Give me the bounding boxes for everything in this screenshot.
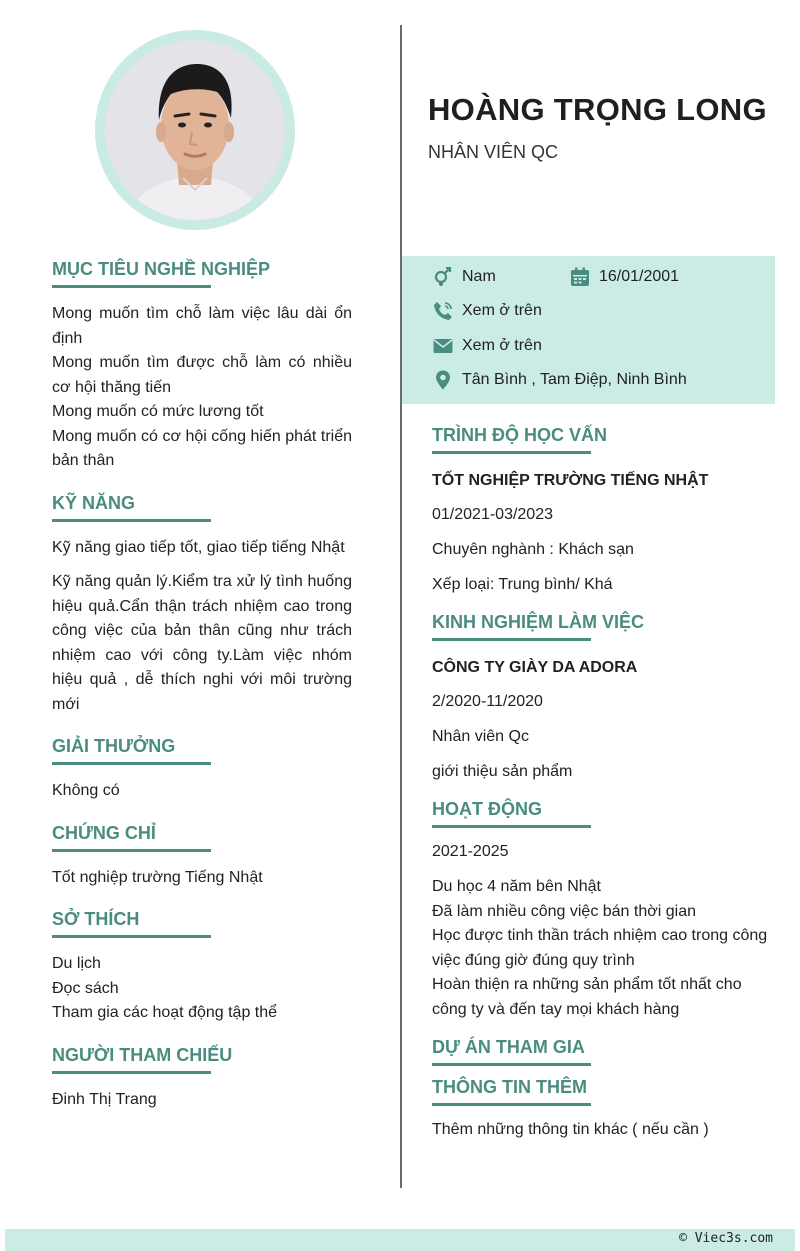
contact-email: Xem ở trên (432, 335, 542, 357)
section-references (52, 1044, 352, 1113)
contact-address: Tân Bình , Tam Điệp, Ninh Bình (432, 369, 687, 391)
section-title: HOẠT ĐỘNG (432, 798, 591, 828)
contact-phone: Xem ở trên (432, 300, 542, 322)
section-title: KINH NGHIỆM LÀM VIỆC (432, 611, 591, 641)
experience-position: Nhân viên Qc (432, 728, 529, 745)
list-item: Tham gia các hoạt động tập thể (52, 1004, 278, 1021)
phone-icon (432, 300, 454, 322)
section-experience (432, 611, 772, 784)
section-title: SỞ THÍCH (52, 908, 211, 938)
job-title: NHÂN VIÊN QC (428, 142, 559, 162)
section-title: NGƯỜI THAM CHIẾU (52, 1044, 211, 1074)
section-title: THÔNG TIN THÊM (432, 1076, 591, 1106)
certificates-text: Tốt nghiệp trường Tiếng Nhật (52, 868, 263, 886)
avatar (95, 30, 295, 230)
section-education (432, 424, 772, 597)
list-item: Du lịch (52, 955, 101, 972)
footer-credit: © Viec3s.com (679, 1231, 773, 1246)
section-objective (52, 258, 352, 474)
right-column (432, 424, 772, 1156)
extra-text: Thêm những thông tin khác ( nếu cần ) (432, 1121, 709, 1138)
list-item: Hoàn thiện ra những sản phẩm tốt nhất cho công ty và đến tay mọi khách hàng (432, 976, 742, 1018)
list-item: Học được tinh thần trách nhiệm cao trong công việc đúng giờ đúng quy trình (432, 927, 768, 969)
column-divider (400, 25, 402, 1188)
list-item: Đọc sách (52, 979, 119, 997)
section-extra (432, 1076, 772, 1142)
education-period: 01/2021-03/2023 (432, 506, 553, 523)
company-name: CÔNG TY GIÀY DA ADORA (432, 659, 638, 676)
location-pin-icon (432, 369, 454, 391)
section-hobbies (52, 908, 352, 1026)
activities-list (432, 875, 772, 1022)
skill-item: Kỹ năng giao tiếp tốt, giao tiếp tiếng Nhật (52, 538, 345, 556)
section-projects (432, 1036, 772, 1066)
section-activities (432, 798, 772, 1022)
envelope-icon (432, 335, 454, 357)
contact-birthdate: 16/01/2001 (569, 266, 679, 288)
left-column (52, 258, 352, 1130)
list-item: Du học 4 năm bên Nhật (432, 878, 601, 895)
section-title: MỤC TIÊU NGHỀ NGHIỆP (52, 258, 211, 288)
section-title: TRÌNH ĐỘ HỌC VẤN (432, 424, 591, 454)
section-title: GIẢI THƯỞNG (52, 735, 211, 765)
section-certificates (52, 822, 352, 891)
contact-gender: Nam (432, 266, 496, 288)
avatar-photo (105, 40, 285, 220)
contact-panel (402, 256, 775, 404)
calendar-icon (569, 266, 591, 288)
experience-period: 2/2020-11/2020 (432, 693, 543, 710)
education-grade: Xếp loại: Trung bình/ Khá (432, 576, 613, 593)
experience-description: giới thiệu sản phẩm (432, 763, 573, 780)
hobbies-list (52, 952, 352, 1026)
gender-icon (432, 266, 454, 288)
section-title: DỰ ÁN THAM GIA (432, 1036, 591, 1066)
awards-text: Không có (52, 782, 120, 799)
skill-item: Kỹ năng quản lý.Kiểm tra xử lý tình huống hiệu quả.Cẩn thận trách nhiệm cao trong công việc của bản thân cũng như trách nhiệm cao với công ty.Làm việc nhóm hiệu quả , dễ thích nghi với môi trường mới (52, 573, 352, 713)
person-portrait-icon (105, 40, 285, 220)
list-item: Đã làm nhiều công việc bán thời gian (432, 902, 696, 920)
section-awards (52, 735, 352, 804)
section-skills (52, 492, 352, 718)
footer-bar (5, 1229, 795, 1251)
objective-text: Mong muốn tìm chỗ làm việc lâu dài ổn định Mong muốn tìm được chỗ làm có nhiều cơ hội thăng tiến Mong muốn có mức lương tốt Mong muốn có cơ hội cống hiến phát triển bản thân (52, 305, 352, 469)
references-text: Đinh Thị Trang (52, 1090, 157, 1108)
activities-period: 2021-2025 (432, 843, 509, 860)
education-major: Chuyên nghành : Khách sạn (432, 541, 634, 558)
section-title: KỸ NĂNG (52, 492, 211, 522)
school-name: TỐT NGHIỆP TRƯỜNG TIẾNG NHẬT (432, 472, 709, 489)
section-title: CHỨNG CHỈ (52, 822, 211, 852)
candidate-name: HOÀNG TRỌNG LONG (428, 92, 767, 127)
